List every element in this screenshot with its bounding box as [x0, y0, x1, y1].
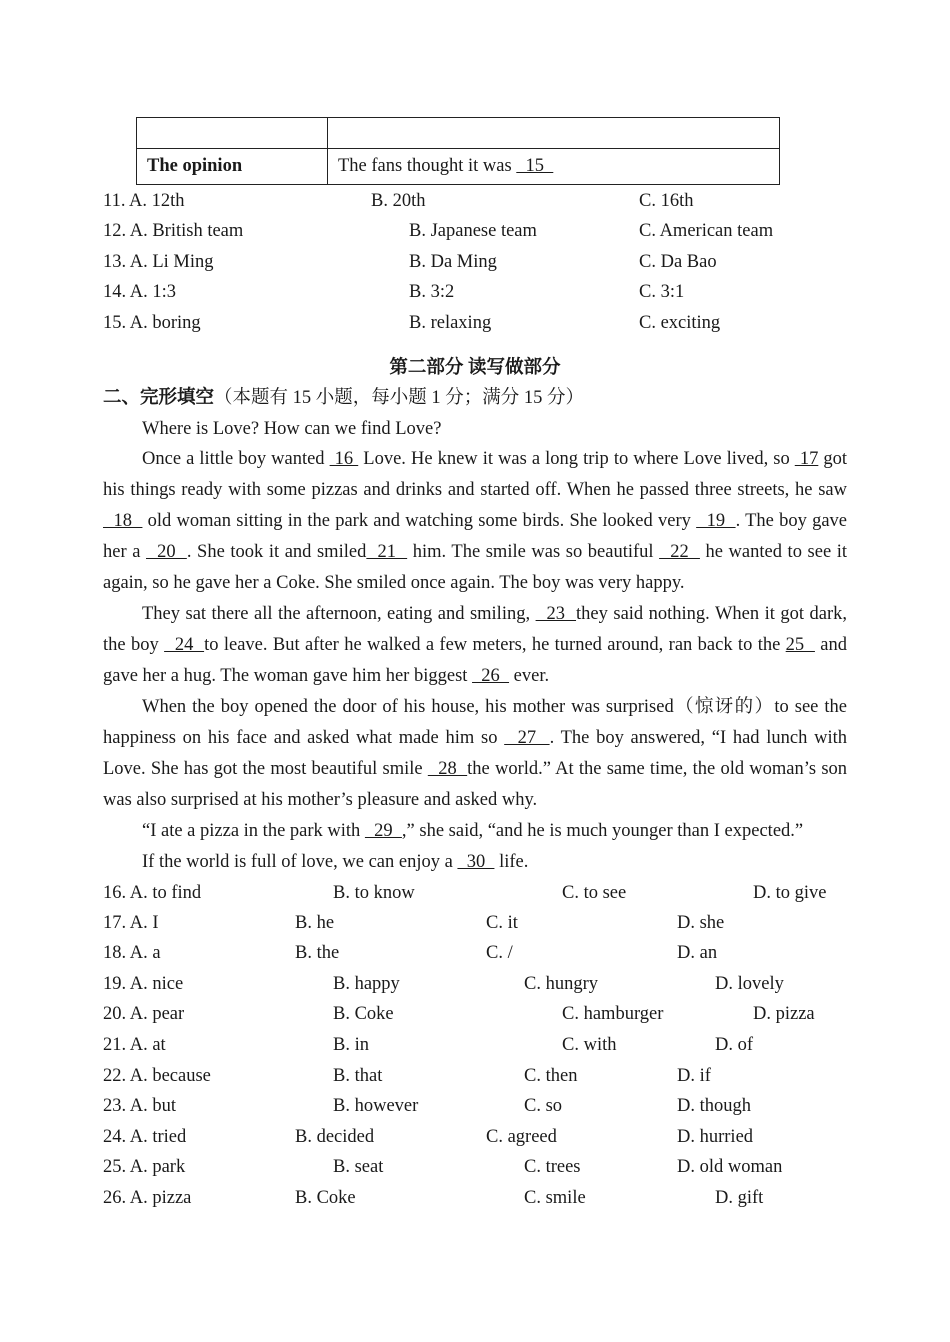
question-23-option-c: C. so — [524, 1096, 563, 1116]
question-20-option-c: C. hamburger — [562, 1004, 664, 1024]
question-17-option-d: D. she — [677, 913, 725, 933]
question-25-option-b: B. seat — [333, 1157, 384, 1177]
question-19-option-a: 19. A. nice — [103, 974, 184, 994]
question-25-option-c: C. trees — [524, 1157, 581, 1177]
question-17-option-c: C. it — [486, 913, 518, 933]
blank-29: 29 — [364, 821, 402, 841]
question-14-option-b: B. 3:2 — [409, 282, 455, 302]
blank-17: 17 — [794, 449, 819, 469]
blank-24: 24 — [164, 635, 205, 655]
question-16-option-a: 16. A. to find — [103, 883, 202, 903]
opinion-cell — [328, 149, 780, 185]
question-11-option-a: 11. A. 12th — [103, 191, 185, 211]
table-row — [137, 118, 780, 149]
part-two-title: 第二部分 读写做部分 — [389, 358, 561, 378]
question-25-option-a: 25. A. park — [103, 1157, 186, 1177]
question-21-option-a: 21. A. at — [103, 1035, 166, 1055]
question-19-option-b: B. happy — [333, 974, 400, 994]
question-24-option-a: 24. A. tried — [103, 1127, 187, 1147]
question-18-option-b: B. the — [295, 943, 340, 963]
passage-paragraph-5: If the world is full of love, we can enjoy a 30 life. — [142, 852, 529, 872]
question-16-option-c: C. to see — [562, 883, 627, 903]
blank-15: 15 — [516, 156, 554, 176]
question-13-option-a: 13. A. Li Ming — [103, 252, 214, 272]
blank-23: 23 — [535, 604, 577, 624]
opinion-text: The fans thought it was — [338, 156, 517, 176]
match-info-table — [136, 117, 780, 185]
question-22-option-b: B. that — [333, 1066, 383, 1086]
blank-18: 18 — [103, 511, 143, 531]
question-23-option-b: B. however — [333, 1096, 419, 1116]
question-24-option-d: D. hurried — [677, 1127, 754, 1147]
question-26-option-d: D. gift — [715, 1188, 764, 1208]
question-26-option-c: C. smile — [524, 1188, 586, 1208]
question-24-option-b: B. decided — [295, 1127, 375, 1147]
blank-30: 30 — [457, 852, 495, 872]
question-13-option-b: B. Da Ming — [409, 252, 497, 272]
question-17-option-a: 17. A. I — [103, 913, 159, 933]
question-22-option-c: C. then — [524, 1066, 578, 1086]
question-15-option-a: 15. A. boring — [103, 313, 201, 333]
blank-26: 26 — [472, 666, 510, 686]
blank-21: 21 — [366, 542, 408, 562]
question-16-option-b: B. to know — [333, 883, 415, 903]
blank-28: 28 — [427, 759, 468, 779]
question-26-option-b: B. Coke — [295, 1188, 356, 1208]
question-20-option-b: B. Coke — [333, 1004, 394, 1024]
question-18-option-c: C. / — [486, 943, 513, 963]
question-25-option-d: D. old woman — [677, 1157, 783, 1177]
blank-25: 25 — [785, 635, 815, 655]
question-19-option-d: D. lovely — [715, 974, 784, 994]
question-20-option-d: D. pizza — [753, 1004, 815, 1024]
question-11-option-b: B. 20th — [371, 191, 426, 211]
question-13-option-c: C. Da Bao — [639, 252, 717, 272]
question-19-option-c: C. hungry — [524, 974, 598, 994]
table-row — [137, 149, 780, 185]
passage-paragraph-4: “I ate a pizza in the park with 29 ,” she said, “and he is much younger than I expected.” — [142, 821, 804, 841]
question-26-option-a: 26. A. pizza — [103, 1188, 192, 1208]
passage-paragraph-3: When the boy opened the door of his house, his mother was surprised（惊讶的）to see the happiness on his face and asked what made him so 27 . The boy answered, “I had lunch with Love. She has got the most beautiful smile 28 the world.” At the same time, the old woman’s son was also surprised at his mother’s pleasure and asked why. — [103, 697, 848, 810]
question-15-option-b: B. relaxing — [409, 313, 492, 333]
passage-paragraph-2: They sat there all the afternoon, eating and smiling, 23 they said nothing. When it got dark, the boy 24 to leave. But after he walked a few meters, he turned around, ran back to the 25 and gave her a hug. The woman gave him her biggest 26 ever. — [103, 604, 848, 686]
question-12-option-a: 12. A. British team — [103, 221, 244, 241]
question-12-option-b: B. Japanese team — [409, 221, 537, 241]
blank-22: 22 — [659, 542, 700, 562]
question-20-option-a: 20. A. pear — [103, 1004, 185, 1024]
question-21-option-d: D. of — [715, 1035, 754, 1055]
section-heading-label: 二、完形填空 — [103, 388, 215, 408]
blank-27: 27 — [504, 728, 550, 748]
question-17-option-b: B. he — [295, 913, 335, 933]
question-18-option-d: D. an — [677, 943, 718, 963]
question-15-option-c: C. exciting — [639, 313, 721, 333]
blank-16: 16 — [329, 449, 359, 469]
blank-19: 19 — [696, 511, 736, 531]
section-heading-note: （本题有 15 小题，每小题 1 分；满分 15 分） — [214, 388, 585, 408]
question-23-option-d: D. though — [677, 1096, 751, 1116]
question-23-option-a: 23. A. but — [103, 1096, 176, 1116]
section-heading — [103, 387, 584, 409]
question-22-option-a: 22. A. because — [103, 1066, 211, 1086]
passage-paragraph-1: Once a little boy wanted 16 Love. He knew it was a long trip to where Love lived, so 17 got his things ready with some pizzas and drinks and started off. When he passed three streets, he saw 18 old woman sitting in the park and watching some birds. She looked very 19 . The boy gave her a 20 . She took it and smiled 21 him. The smile was so beautiful 22 he wanted to see it again, so he gave her a Coke. She smiled once again. The boy was very happy. — [103, 449, 848, 593]
question-14-option-c: C. 3:1 — [639, 282, 685, 302]
question-12-option-c: C. American team — [639, 221, 774, 241]
question-14-option-a: 14. A. 1:3 — [103, 282, 176, 302]
question-21-option-c: C. with — [562, 1035, 617, 1055]
question-11-option-c: C. 16th — [639, 191, 694, 211]
blank-20: 20 — [146, 542, 187, 562]
question-24-option-c: C. agreed — [486, 1127, 557, 1147]
table-cell — [328, 118, 780, 149]
table-cell — [137, 118, 328, 149]
question-22-option-d: D. if — [677, 1066, 711, 1086]
question-18-option-a: 18. A. a — [103, 943, 161, 963]
passage-title: Where is Love? How can we find Love? — [142, 419, 442, 439]
question-16-option-d: D. to give — [753, 883, 827, 903]
opinion-label: The opinion — [137, 149, 328, 185]
question-21-option-b: B. in — [333, 1035, 369, 1055]
